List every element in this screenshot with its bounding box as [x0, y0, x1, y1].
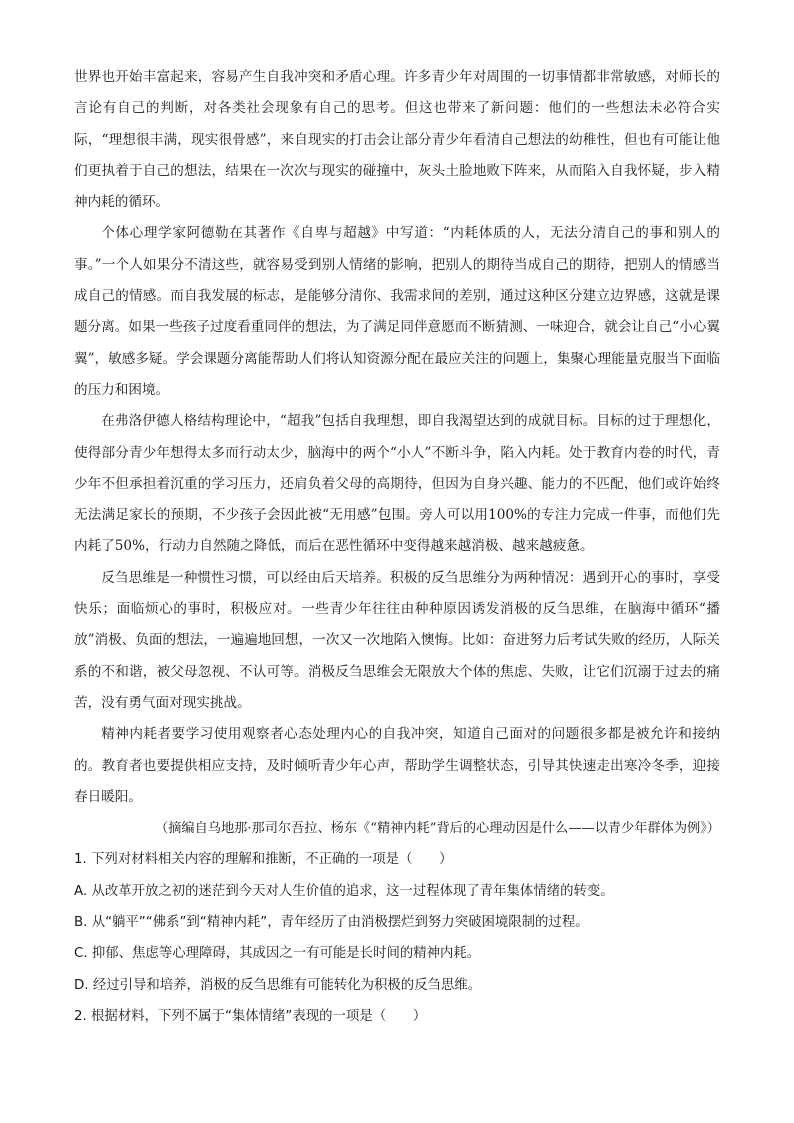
question-1-option-c: C. 抑郁、焦虑等心理障碍，其成因之一有可能是长时间的精神内耗。: [74, 946, 481, 962]
question-1-option-b: B. 从“躺平”“佛系”到“精神内耗”，青年经历了由消极摆烂到努力突破困境限制的过程。: [74, 915, 589, 931]
paragraph-conclusion: 精神内耗者要学习使用观察者心态处理内心的自我冲突，知道自己面对的问题很多都是被允许和接纳的。教育者也要提供相应支持，及时倾听青少年心声，帮助学生调整状态，引导其快速走出寒冷冬季，迎接春日暖阳。: [74, 726, 720, 805]
paragraph-adler: 个体心理学家阿德勒在其著作《自卑与超越》中写道：“内耗体质的人，无法分清自己的事和别人的事。”一个人如果分不清这些，就容易受到别人情绪的影响，把别人的期待当成自己的期待，把别人的情感当成自己的情感。而自我发展的标志，是能够分清你、我需求间的差别，通过这种区分建立边界感，这就是课题分离。如果一些孩子过度看重同伴的想法，为了满足同伴意愿而不断猜测、一味迎合，就会让自己“小心翼翼”，敏感多疑。学会课题分离能帮助人们将认知资源分配在最应关注的问题上，集聚心理能量克服当下面临的压力和困境。: [74, 225, 720, 398]
question-1-stem: 1. 下列对材料相关内容的理解和推断，不正确的一项是（ ）: [74, 852, 453, 868]
article-content: [74, 62, 720, 1032]
paragraph-freud: 在弗洛伊德人格结构理论中，“超我”包括自我理想，即自我渴望达到的成就目标。目标的过于理想化，使得部分青少年想得太多而行动太少，脑海中的两个“小人”不断斗争，陷入内耗。处于教育内卷的时代，青少年不但承担着沉重的学习压力，还肩负着父母的高期待，但因为自身兴趣、能力的不匹配，他们或许始终无法满足家长的预期，不少孩子会因此被“无用感”包围。旁人可以用100%的专注力完成一件事，而他们先内耗了50%，行动力自然随之降低，而后在恶性循环中变得越来越消极、越来越疲惫。: [74, 413, 720, 555]
paragraph-rumination: 反刍思维是一种惯性习惯，可以经由后天培养。积极的反刍思维分为两种情况：遇到开心的事时，享受快乐；面临烦心的事时，积极应对。一些青少年往往由种种原因诱发消极的反刍思维，在脑海中循环“播放”消极、负面的想法，一遍遍地回想，一次又一次地陷入懊悔。比如：奋进努力后考试失败的经历，人际关系的不和谐，被父母忽视、不认可等。消极反刍思维会无限放大个体的焦虑、失败，让它们沉溺于过去的痛苦，没有勇气面对现实挑战。: [74, 569, 720, 711]
paragraph-continued: 世界也开始丰富起来，容易产生自我冲突和矛盾心理。许多青少年对周围的一切事情都非常敏感，对师长的言论有自己的判断，对各类社会现象有自己的思考。但这也带来了新问题：他们的一些想法未必符合实际，“理想很丰满，现实很骨感”，来自现实的打击会让部分青少年看清自己想法的幼稚性，但也有可能让他们更执着于自己的想法，结果在一次次与现实的碰撞中，灰头土脸地败下阵来，从而陷入自我怀疑，步入精神内耗的循环。: [74, 69, 720, 211]
question-2-stem: 2. 根据材料，下列不属于“集体情绪”表现的一项是（ ）: [74, 1008, 427, 1024]
question-1-option-d: D. 经过引导和培养，消极的反刍思维有可能转化为积极的反刍思维。: [74, 977, 482, 993]
question-1-option-a: A. 从改革开放之初的迷茫到今天对人生价值的追求，这一过程体现了青年集体情绪的转变。: [74, 883, 614, 899]
source-citation: （摘编自乌地那·那司尔吾拉、杨东《“精神内耗”背后的心理动因是什么——以青少年群体为例》）: [155, 821, 720, 837]
